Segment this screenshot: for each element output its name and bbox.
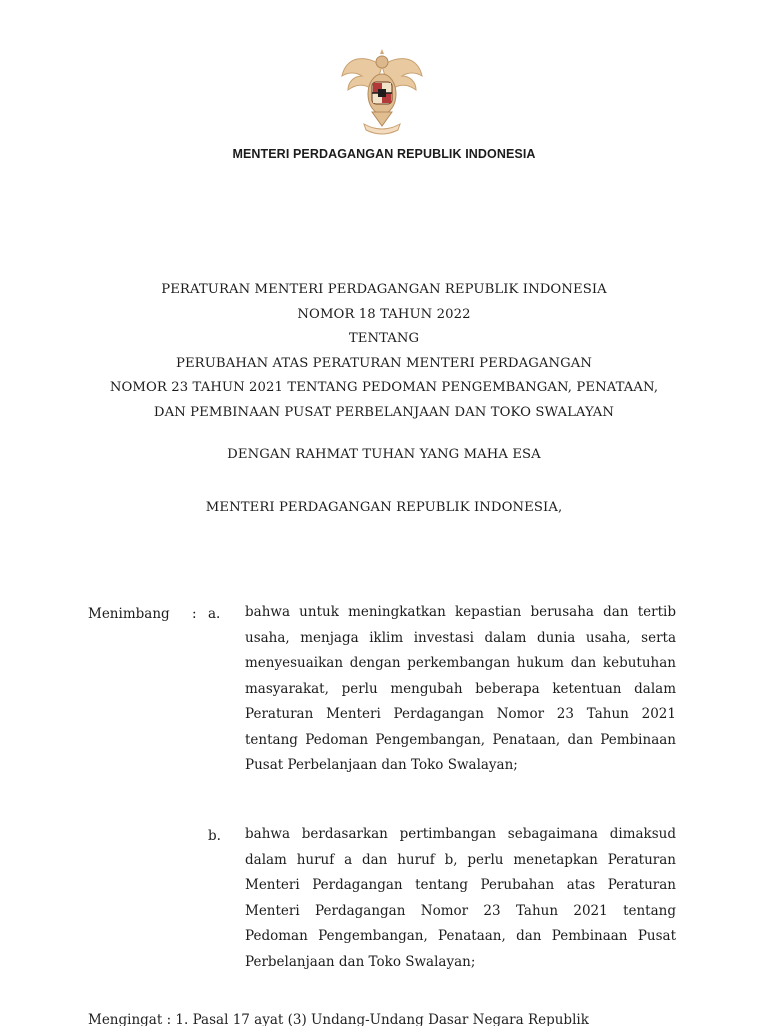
blessing-line: DENGAN RAHMAT TUHAN YANG MAHA ESA xyxy=(227,447,541,462)
ministry-heading: MENTERI PERDAGANGAN REPUBLIK INDONESIA xyxy=(232,147,536,161)
garuda-emblem-icon xyxy=(336,46,428,138)
item-marker-b: b. xyxy=(208,828,221,844)
item-text-a: bahwa untuk meningkatkan kepastian berusaha dan tertib usaha, menjaga iklim investasi dalam dunia usaha, serta menyesuaikan dengan perkembangan hukum dan kebutuhan masyarakat, perlu mengubah beberapa ketentuan dalam Peraturan Menteri Perdagangan Nomor 23 Tahun 2021 tentang Pedoman Pengembangan, Penataan, dan Pembinaan Pusat Perbelanjaan dan Toko Swalayan; xyxy=(245,604,676,773)
considering-label: Menimbang xyxy=(88,606,170,622)
title-line-6: DAN PEMBINAAN PUSAT PERBELANJAAN DAN TOKO SWALAYAN xyxy=(153,404,615,420)
title-line-1: PERATURAN MENTERI PERDAGANGAN REPUBLIK INDONESIA xyxy=(161,282,607,297)
next-section-cutoff: Mengingat : 1. Pasal 17 ayat (3) Undang-Undang Dasar Negara Republik xyxy=(88,1012,589,1026)
considering-colon: : xyxy=(192,606,197,622)
title-line-5: NOMOR 23 TAHUN 2021 TENTANG PEDOMAN PENGEMBANGAN, PENATAAN, xyxy=(109,380,659,395)
item-marker-a: a. xyxy=(208,606,221,622)
title-line-3: TENTANG xyxy=(348,331,420,346)
title-line-2: NOMOR 18 TAHUN 2022 xyxy=(297,306,471,322)
title-line-4: PERUBAHAN ATAS PERATURAN MENTERI PERDAGANGAN xyxy=(175,355,592,371)
item-text-b: bahwa berdasarkan pertimbangan sebagaimana dimaksud dalam huruf a dan huruf b, perlu menetapkan Peraturan Menteri Perdagangan tentang Perubahan atas Peraturan Menteri Perdagangan Nomor 23 Tahun 2021 tentang Pedoman Pengembangan, Penataan, dan Pembinaan Pusat Perbelanjaan dan Toko Swalayan; xyxy=(245,826,676,970)
signatory-line: MENTERI PERDAGANGAN REPUBLIK INDONESIA, xyxy=(205,499,563,515)
regulation-title xyxy=(0,278,768,520)
